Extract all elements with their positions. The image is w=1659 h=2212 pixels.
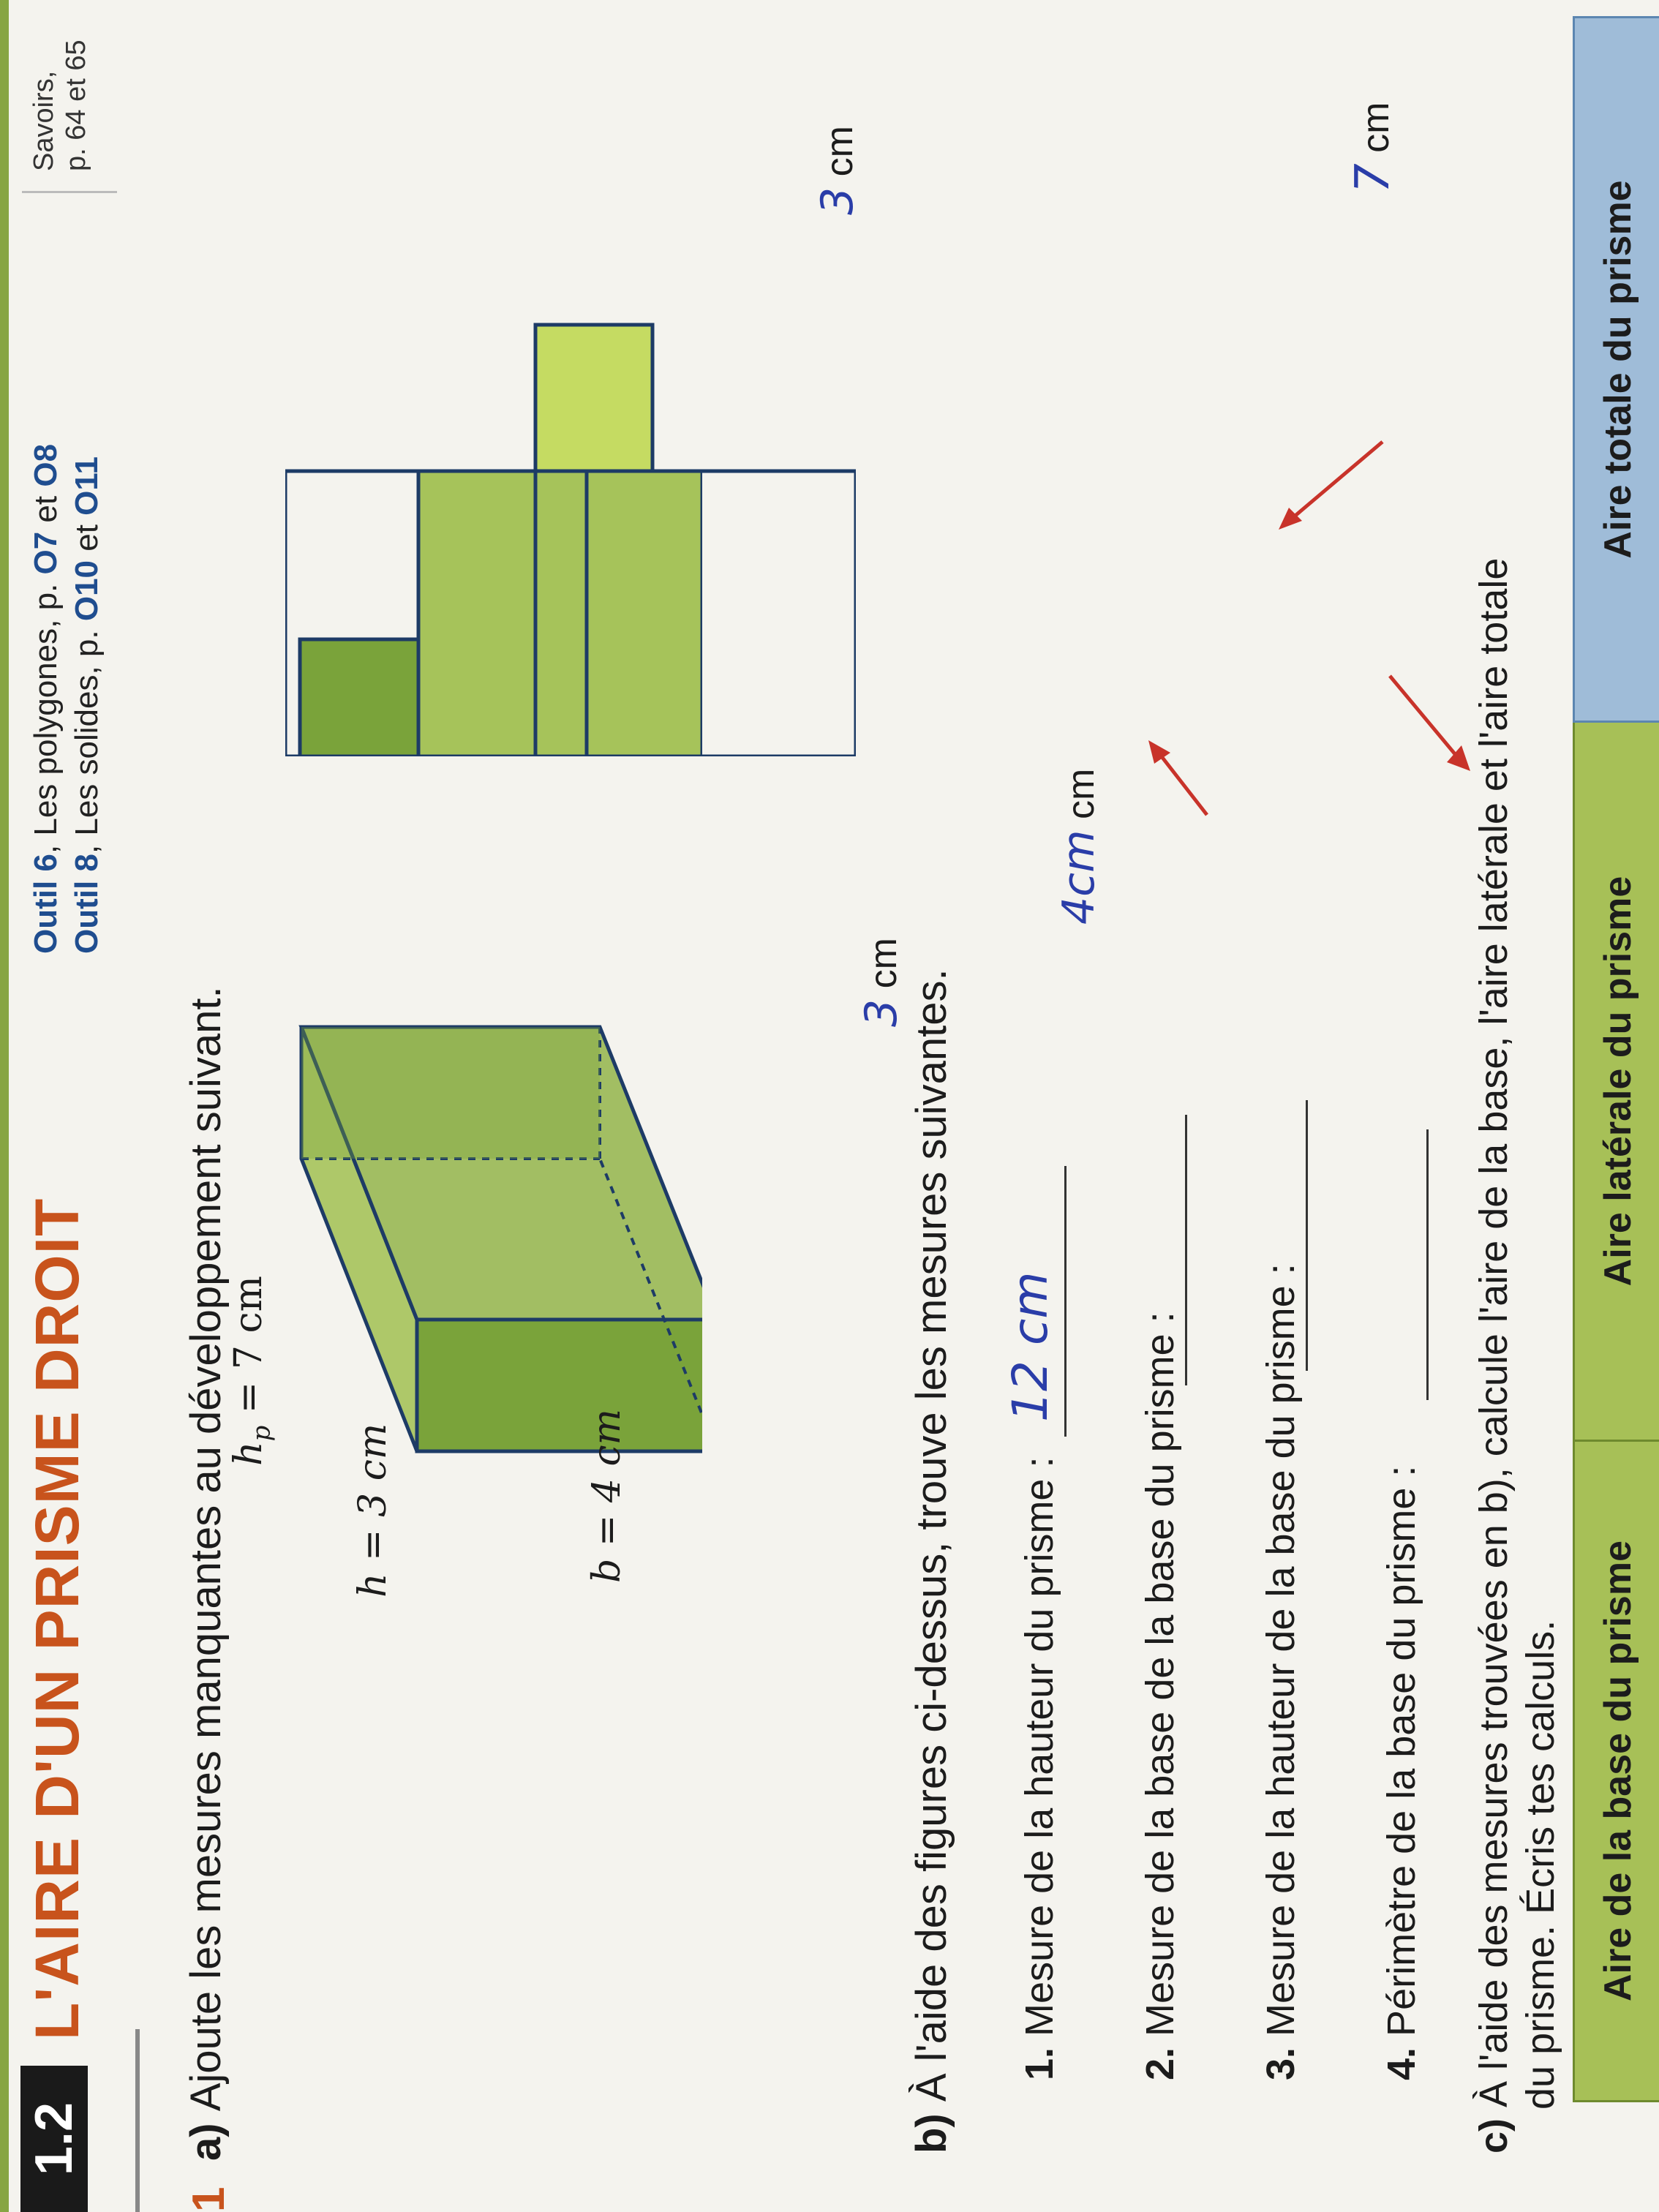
table-header-base-area: Aire de la base du prisme xyxy=(1573,1440,1659,2102)
net-label-bottom-right-answer: 3 xyxy=(812,187,863,215)
part-b-statement xyxy=(907,968,956,2153)
prism-front-face xyxy=(417,1320,702,1451)
tool-ref-2-page-b: O11 xyxy=(69,456,105,516)
prism-figure xyxy=(293,998,702,1481)
part-c-line-2: du prisme. Écris tes calculs. xyxy=(1519,1620,1562,2110)
part-a-label: a) xyxy=(182,2123,230,2161)
tool-ref-1-and: et xyxy=(28,486,64,532)
top-green-strip xyxy=(0,0,9,2212)
page-title: L'AIRE D'UN PRISME DROIT xyxy=(23,1197,91,2040)
net-label-left-unit: cm xyxy=(862,938,905,989)
arrow-top-right xyxy=(1273,434,1390,537)
net-label-middle-unit: cm xyxy=(1060,768,1102,819)
item-2-text: Mesure de la base de la base du prisme : xyxy=(1138,1312,1182,2036)
net-bottom-base xyxy=(535,325,652,471)
part-c-statement xyxy=(1470,558,1564,2153)
item-1-answer-line xyxy=(1064,1166,1066,1437)
arrow-left xyxy=(1375,661,1478,778)
tool-ref-1-text: , Les polygones, p. xyxy=(28,574,64,854)
item-3-answer-line[interactable] xyxy=(1306,1100,1308,1371)
item-4-answer-line[interactable] xyxy=(1426,1129,1429,1400)
part-a-text: Ajoute les mesures manquantes au développement suivant. xyxy=(182,986,230,2112)
item-4 xyxy=(1379,1466,1424,2080)
item-1 xyxy=(1017,1457,1062,2080)
table-header-total-area: Aire totale du prisme xyxy=(1573,16,1659,723)
prism-height-label xyxy=(227,1276,276,1466)
item-1-answer: 12 cm xyxy=(1002,1271,1058,1422)
tool-ref-1-name: Outil 6 xyxy=(28,854,64,954)
tool-ref-2-text: , Les solides, p. xyxy=(69,621,105,854)
savoirs-line-1: Savoirs, xyxy=(29,70,59,171)
item-3-num: 3. xyxy=(1259,2047,1303,2080)
net-label-bottom-right xyxy=(812,126,863,215)
tool-reference-1 xyxy=(28,444,64,954)
item-2-answer-line[interactable] xyxy=(1185,1115,1187,1385)
net-label-middle xyxy=(1053,769,1105,925)
item-1-num: 1. xyxy=(1017,2047,1061,2080)
item-4-text: Périmètre de la base du prisme : xyxy=(1380,1465,1423,2036)
tool-ref-2-and: et xyxy=(69,515,105,560)
item-3 xyxy=(1258,1263,1304,2080)
item-4-num: 4. xyxy=(1380,2047,1423,2080)
tool-ref-1-page-a: O7 xyxy=(28,531,64,575)
tool-reference-2 xyxy=(69,456,105,954)
part-a-statement xyxy=(181,986,230,2161)
net-label-left xyxy=(856,938,907,1027)
part-c-line-1 xyxy=(1470,558,1517,2153)
part-c-text-1: À l'aide des mesures trouvées en b), calcule l'aire de la base, l'aire latérale et l'aire totale xyxy=(1472,557,1516,2107)
net-label-left-answer: 3 xyxy=(856,998,907,1027)
table-header-lateral-area: Aire latérale du prisme xyxy=(1573,721,1659,1442)
net-label-top-right xyxy=(1346,102,1400,194)
item-1-text: Mesure de la hauteur du prisme : xyxy=(1017,1456,1061,2036)
net-label-bottom-right-unit: cm xyxy=(819,126,861,177)
hp-value: = 7 cm xyxy=(227,1276,271,1426)
part-b-label: b) xyxy=(908,2113,955,2153)
item-2-num: 2. xyxy=(1138,2047,1182,2080)
base-label: b = 4 cm xyxy=(585,1409,629,1583)
item-2 xyxy=(1137,1312,1183,2080)
part-c-label: c) xyxy=(1472,2118,1516,2153)
savoirs-reference xyxy=(28,40,92,171)
hp-symbol: h xyxy=(227,1441,271,1466)
exercise-number: 1 xyxy=(184,2186,234,2212)
arrow-middle xyxy=(1141,734,1214,822)
savoirs-divider xyxy=(22,191,117,193)
prism-back-face xyxy=(301,1027,600,1159)
part-b-text: À l'aide des figures ci-dessus, trouve les mesures suivantes. xyxy=(908,968,955,2102)
tool-ref-2-page-a: O10 xyxy=(69,560,105,622)
header-underline xyxy=(135,2029,140,2212)
base-height-label: h = 3 cm xyxy=(351,1423,395,1598)
net-label-top-right-unit: cm xyxy=(1355,102,1397,153)
tool-ref-1-page-b: O8 xyxy=(28,443,64,487)
section-number-badge: 1.2 xyxy=(20,2066,88,2212)
net-outer-rect xyxy=(285,464,856,756)
net-label-top-right-answer: 7 xyxy=(1346,163,1400,193)
net-label-middle-answer: 4cm xyxy=(1053,830,1105,925)
savoirs-line-2: p. 64 et 65 xyxy=(61,40,91,171)
item-3-text: Mesure de la hauteur de la base du prisme : xyxy=(1259,1263,1303,2036)
tool-ref-2-name: Outil 8 xyxy=(69,854,105,954)
hp-subscript: p xyxy=(247,1425,276,1442)
